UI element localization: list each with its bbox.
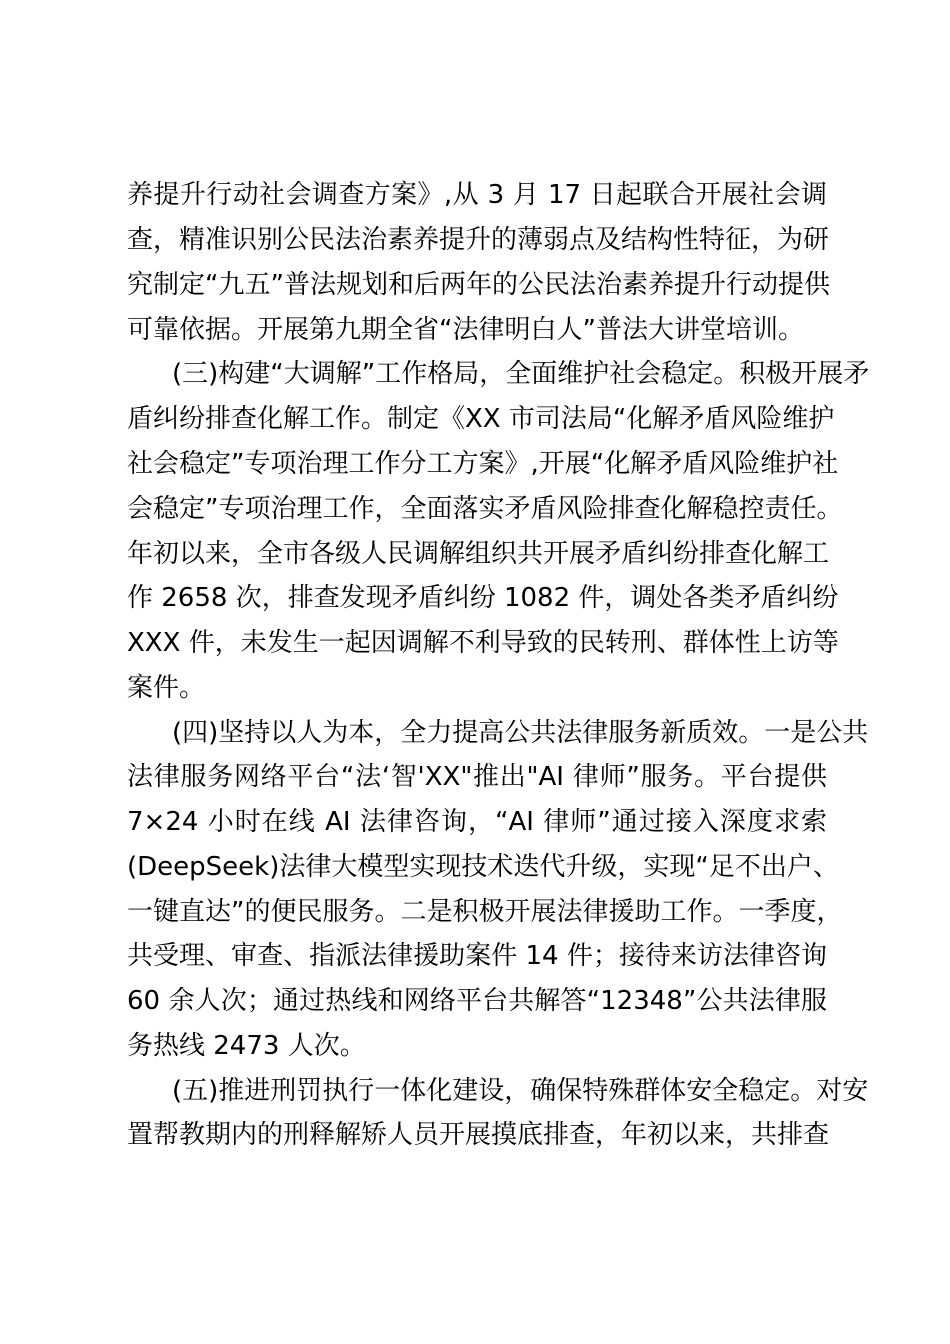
text-line: 60 余人次；通过热线和网络平台共解答“12348”公共法律服: [127, 986, 827, 1016]
text-line: 7×24 小时在线 AI 法律咨询，“AI 律师”通过接入深度求索: [127, 807, 827, 837]
text-line: 法律服务网络平台“法‘智'XX"推出"AI 律师”服务。平台提供: [127, 762, 827, 792]
text-line: 一键直达”的便民服务。二是积极开展法律援助工作。一季度，: [127, 897, 843, 927]
text-line: 置帮教期内的刑释解矫人员开展摸底排查，年初以来，共排查: [127, 1120, 830, 1150]
text-line: 究制定“九五”普法规划和后两年的公民法治素养提升行动提供: [127, 270, 830, 300]
text-line: 案件。: [127, 673, 206, 703]
text-line: 作 2658 次，排查发现矛盾纠纷 1082 件，调处各类矛盾纠纷: [127, 583, 839, 613]
paragraph-heading-3: (三)构建“大调解”工作格局，全面维护社会稳定。积极开展矛: [172, 359, 870, 389]
text-line: 养提升行动社会调查方案》,从 3 月 17 日起联合开展社会调: [127, 180, 827, 210]
paragraph-heading-5: (五)推进刑罚执行一体化建设，确保特殊群体安全稳定。对安: [172, 1076, 869, 1106]
text-line: XXX 件，未发生一起因调解不利导致的民转刑、群体性上访等: [127, 628, 839, 658]
text-line: 可靠依据。开展第九期全省“法律明白人”普法大讲堂培训。: [127, 315, 804, 345]
text-line: 查，精准识别公民法治素养提升的薄弱点及结构性特征，为研: [127, 225, 830, 255]
text-line: 年初以来，全市各级人民调解组织共开展矛盾纠纷排查化解工: [127, 539, 830, 569]
paragraph-heading-4: (四)坚持以人为本，全力提高公共法律服务新质效。一是公共: [172, 718, 869, 748]
text-line: 共受理、审查、指派法律援助案件 14 件；接待来访法律咨询: [127, 941, 827, 971]
text-line: (DeepSeek)法律大模型实现技术迭代升级，实现“足不出户、: [127, 852, 839, 882]
text-line: 务热线 2473 人次。: [127, 1031, 366, 1061]
text-line: 盾纠纷排查化解工作。制定《XX 市司法局“化解矛盾风险维护: [127, 404, 835, 434]
text-line: 社会稳定”专项治理工作分工方案》,开展“化解矛盾风险维护社: [127, 449, 839, 479]
text-line: 会稳定”专项治理工作，全面落实矛盾风险排查化解稳控责任。: [127, 494, 843, 524]
